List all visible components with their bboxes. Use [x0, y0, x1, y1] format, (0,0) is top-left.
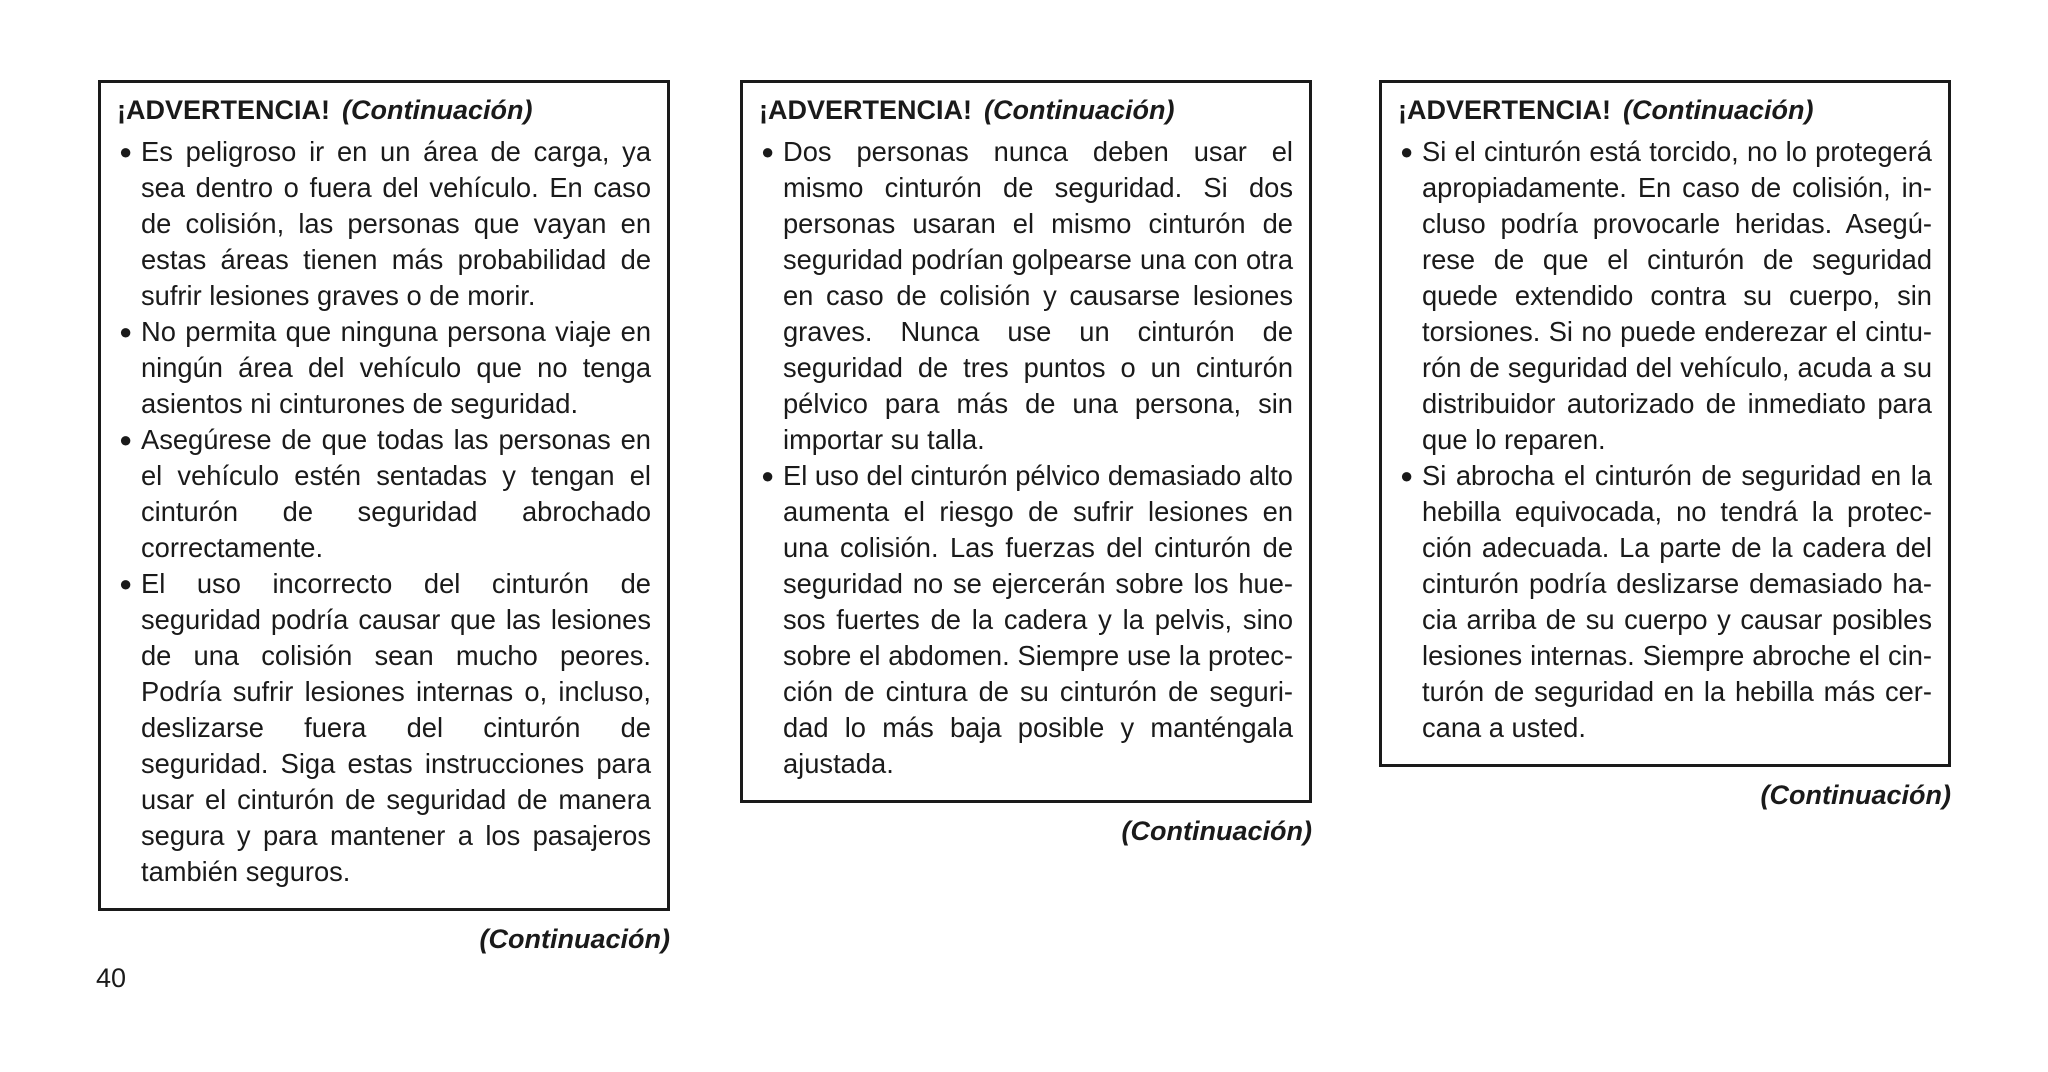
- warning-bullet-list: [1398, 134, 1932, 746]
- warning-title-continuation: (Continuación): [342, 95, 533, 125]
- warning-bullet-list: [117, 134, 651, 890]
- warning-bullet: [117, 134, 651, 314]
- warning-bullet-text: Si abrocha el cinturón de seguridad en la hebilla equivocada, no tendrá la protección adecuada. La parte de la cadera del cinturón podría deslizarse demasiado hacia arriba de su cuerpo y causar posibles lesiones internas. Siempre abroche el cinturón de seguridad en la hebilla más cercana a usted.: [1422, 460, 1932, 743]
- warning-bullet-text: El uso del cinturón pélvico demasiado alto aumenta el riesgo de sufrir lesiones en una colisión. Las fuerzas del cinturón de seguridad no se ejercerán sobre los huesos fuertes de la cadera y la pelvis, sino sobre el abdomen. Siempre use la protección de cintura de su cinturón de seguridad lo más baja posible y manténgala ajustada.: [783, 460, 1293, 779]
- warning-box: [98, 80, 670, 911]
- warning-bullet-text: No permita que ninguna persona viaje en ningún área del vehículo que no tenga asientos ni cinturones de seguridad.: [141, 316, 651, 419]
- warning-bullet-text: Si el cinturón está torcido, no lo protegerá apropiadamente. En caso de colisión, incluso podría provocarle heridas. Asegúrese de que el cinturón de seguridad quede extendido contra su cuerpo, sin torsiones. Si no puede enderezar el cinturón de seguridad del vehículo, acuda a su distribuidor autorizado de inmediato para que lo reparen.: [1422, 136, 1932, 455]
- warning-column-1: [98, 80, 670, 957]
- warning-bullet: [1398, 458, 1932, 746]
- warning-bullet: [759, 134, 1293, 458]
- warning-bullet-text: El uso incorrecto del cinturón de seguridad podría causar que las lesiones de una colisión sean mucho peores. Podría sufrir lesiones internas o, incluso, deslizarse fuera del cinturón de seguridad. Siga estas instrucciones para usar el cinturón de seguridad de manera segura y para mantener a los pasajeros también seguros.: [141, 568, 651, 887]
- bullet-dot-icon: ●: [119, 571, 133, 596]
- bullet-dot-icon: ●: [119, 427, 133, 452]
- bullet-dot-icon: ●: [761, 139, 775, 164]
- bullet-dot-icon: ●: [119, 319, 133, 344]
- bullet-dot-icon: ●: [1400, 139, 1414, 164]
- warning-bullet-list: [759, 134, 1293, 782]
- continuation-footer: (Continuación): [479, 924, 670, 954]
- warning-bullet: [759, 458, 1293, 782]
- warning-bullet: [117, 314, 651, 422]
- bullet-dot-icon: ●: [1400, 463, 1414, 488]
- warning-title-continuation: (Continuación): [1623, 95, 1814, 125]
- warning-column-3: [1379, 80, 1951, 813]
- warning-title-label: ¡ADVERTENCIA!: [759, 95, 972, 125]
- warning-title: [1398, 92, 1932, 128]
- warning-bullet: [117, 566, 651, 890]
- continuation-footer: (Continuación): [1760, 780, 1951, 810]
- warning-bullet: [117, 422, 651, 566]
- warning-bullet: [1398, 134, 1932, 458]
- warning-title-label: ¡ADVERTENCIA!: [117, 95, 330, 125]
- warning-box: [740, 80, 1312, 803]
- warning-title-label: ¡ADVERTENCIA!: [1398, 95, 1611, 125]
- warning-bullet-text: Dos personas nunca deben usar el mismo cinturón de seguridad. Si dos personas usaran el mismo cinturón de seguridad podrían golpearse una con otra en caso de colisión y causarse lesiones graves. Nunca use un cinturón de seguridad de tres puntos o un cinturón pélvico para más de una persona, sin importar su talla.: [783, 136, 1293, 455]
- warning-title: [117, 92, 651, 128]
- warning-box: [1379, 80, 1951, 767]
- bullet-dot-icon: ●: [119, 139, 133, 164]
- bullet-dot-icon: ●: [761, 463, 775, 488]
- warning-title-continuation: (Continuación): [984, 95, 1175, 125]
- warning-title: [759, 92, 1293, 128]
- warning-bullet-text: Asegúrese de que todas las personas en el vehículo estén sentadas y tengan el cinturón de seguridad abrochado correctamente.: [141, 424, 651, 563]
- warning-column-2: [740, 80, 1312, 849]
- continuation-footer: (Continuación): [1121, 816, 1312, 846]
- warning-bullet-text: Es peligroso ir en un área de carga, ya sea dentro o fuera del vehículo. En caso de colisión, las personas que vayan en estas áreas tienen más probabilidad de sufrir lesiones graves o de morir.: [141, 136, 651, 311]
- page-number: 40: [96, 963, 127, 993]
